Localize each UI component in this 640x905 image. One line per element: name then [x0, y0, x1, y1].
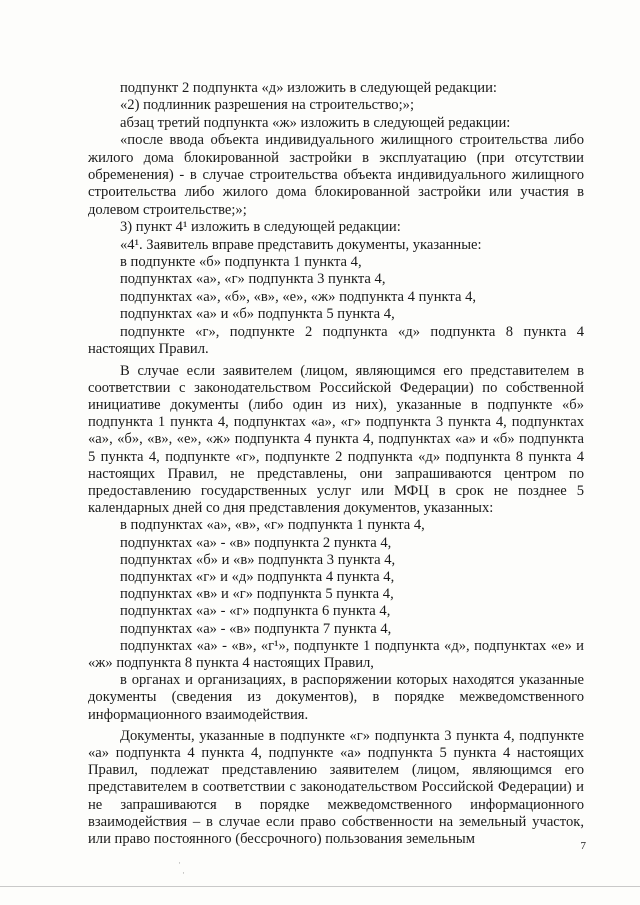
scan-edge-line	[0, 886, 640, 887]
list-item-10: подпунктах «в» и «г» подпункта 5 пункта 4,	[120, 586, 394, 603]
paragraph-request-by-center: В случае если заявителем (лицом, являющимся его представителем в соответствии с законодательством Российской Федерации) по собственной инициативе документы (либо один из них), указанные в подпункте «б» подпункта 1 пункта 4, подпунктах «а», «г» подпункта 3 пункта 4, подпунктах «а», «б», «в», «е», «ж» подпункта 4 пункта 4, подпунктах «а» и «б» подпункта 5 пункта 4, подпункте «г», подпункте 2 подпункта «д» подпункта 8 пункта 4 настоящих Правил, не представлены, они запрашиваются центром по предоставлению государственных услуг или МФЦ в срок не позднее 5 календарных дней со дня представления документов, указанных:	[88, 362, 584, 517]
paragraph-point-4-1-start: «4¹. Заявитель вправе представить документы, указанные:	[120, 236, 482, 253]
list-item-2: подпунктах «а», «г» подпункта 3 пункта 4,	[120, 271, 386, 288]
list-item-6: в подпунктах «а», «в», «г» подпункта 1 пункта 4,	[120, 517, 425, 534]
paragraph-original-permit: «2) подлинник разрешения на строительство;»;	[120, 97, 414, 114]
list-item-4: подпунктах «а» и «б» подпункта 5 пункта 4,	[120, 306, 395, 323]
paragraph-point-4-1-intro: 3) пункт 4¹ изложить в следующей редакции:	[120, 219, 401, 236]
document-body	[88, 80, 584, 848]
list-item-9: подпунктах «г» и «д» подпункта 4 пункта 4,	[120, 568, 395, 585]
paragraph-interagency: в органах и организациях, в распоряжении которых находятся указанные документы (сведения из документов), в порядке межведомственного информационного взаимодействия.	[88, 672, 584, 723]
list-item-3: подпунктах «а», «б», «в», «е», «ж» подпункта 4 пункта 4,	[120, 288, 477, 305]
list-item-1: в подпункте «б» подпункта 1 пункта 4,	[120, 254, 362, 271]
scan-speck: ·	[178, 858, 181, 868]
paragraph-subpoint-2-intro: подпункт 2 подпункта «д» изложить в следующей редакции:	[120, 80, 497, 96]
list-item-5: подпункте «г», подпункте 2 подпункта «д» подпункта 8 пункта 4 настоящих Правил.	[88, 323, 584, 358]
list-item-7: подпунктах «а» - «в» подпункта 2 пункта 4,	[120, 534, 392, 551]
list-item-8: подпунктах «б» и «в» подпункта 3 пункта 4,	[120, 551, 396, 568]
list-item-11: подпунктах «а» - «г» подпункта 6 пункта 4,	[120, 603, 391, 620]
list-item-13: подпунктах «а» - «в», «г¹», подпункте 1 подпункта «д», подпунктах «е» и «ж» подпункта 8 пункта 4 настоящих Правил,	[88, 637, 584, 671]
paragraph-documents-required: Документы, указанные в подпункте «г» подпункта 3 пункта 4, подпункте «а» подпункта 4 пункта 4, подпункте «а» подпункта 5 пункта 4 настоящих Правил, подлежат представлению заявителем (лицом, являющимся его представителем в соответствии с законодательством Российской Федерации) и не запрашиваются в порядке межведомственного информационного взаимодействия – в случае если право собственности на земельный участок, или право постоянного (бессрочного) пользования земельным	[88, 727, 584, 847]
list-item-12: подпунктах «а» - «в» подпункта 7 пункта 4,	[120, 620, 392, 637]
page-number: 7	[580, 840, 586, 852]
scan-speck: ·	[182, 868, 185, 878]
paragraph-after-commissioning: «после ввода объекта индивидуального жилищного строительства либо жилого дома блокированной застройки в эксплуатацию (при отсутствии обременения) - в случае строительства объекта индивидуального жилищного строительства либо жилого дома блокированной застройки или участия в долевом строительстве;»;	[88, 132, 584, 218]
paragraph-abzac-third-intro: абзац третий подпункта «ж» изложить в следующей редакции:	[120, 114, 511, 131]
